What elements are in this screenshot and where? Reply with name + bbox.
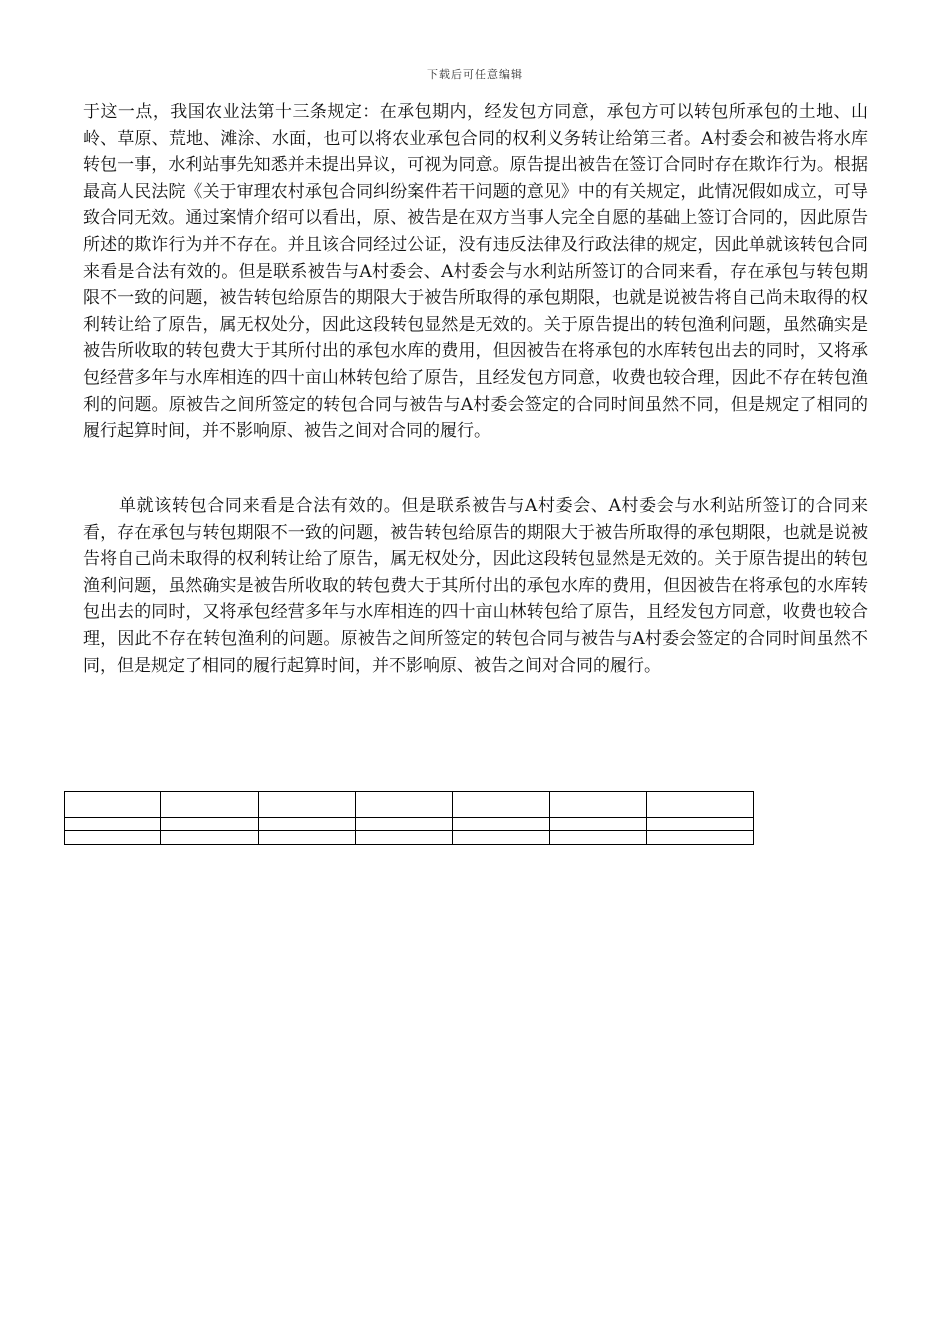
table-cell — [259, 818, 356, 831]
table-cell — [161, 792, 259, 818]
table-cell — [550, 818, 647, 831]
table-cell — [356, 818, 453, 831]
table-cell — [647, 831, 754, 845]
table-cell — [647, 818, 754, 831]
table-row — [65, 792, 754, 818]
table-cell — [356, 831, 453, 845]
body-paragraph-2: 单就该转包合同来看是合法有效的。但是联系被告与A村委会、A村委会与水利站所签订的合同来看，存在承包与转包期限不一致的问题，被告转包给原告的期限大于被告所取得的承包期限，也就是说被告将自己尚未取得的权利转让给了原告，属无权处分，因此这段转包显然是无效的。关于原告提出的转包渔利问题，虽然确实是被告所收取的转包费大于其所付出的承包水库的费用，但因被告在将承包的水库转包出去的同时，又将承包经营多年与水库相连的四十亩山林转包给了原告，且经发包方同意，收费也较合理，因此不存在转包渔利的问题。原被告之间所签定的转包合同与被告与A村委会签定的合同时间虽然不同，但是规定了相同的履行起算时间，并不影响原、被告之间对合同的履行。 — [83, 496, 868, 676]
table-cell — [161, 818, 259, 831]
table-cell — [65, 831, 161, 845]
empty-table — [64, 791, 754, 845]
table-cell — [259, 831, 356, 845]
body-paragraph-1: 于这一点，我国农业法第十三条规定：在承包期内，经发包方同意，承包方可以转包所承包的土地、山岭、草原、荒地、滩涂、水面，也可以将农业承包合同的权利义务转让给第三者。A村委会和被告将水库转包一事，水利站事先知悉并未提出异议，可视为同意。原告提出被告在签订合同时存在欺诈行为。根据最高人民法院《关于审理农村承包合同纠纷案件若干问题的意见》中的有关规定，此情况假如成立，可导致合同无效。通过案情介绍可以看出，原、被告是在双方当事人完全自愿的基础上签订合同的，因此原告所述的欺诈行为并不存在。并且该合同经过公证，没有违反法律及行政法律的规定，因此单就该转包合同来看是合法有效的。但是联系被告与A村委会、A村委会与水利站所签订的合同来看，存在承包与转包期限不一致的问题，被告转包给原告的期限大于被告所取得的承包期限，也就是说被告将自己尚未取得的权利转让给了原告，属无权处分，因此这段转包显然是无效的。关于原告提出的转包渔利问题，虽然确实是被告所收取的转包费大于其所付出的承包水库的费用，但因被告在将承包的水库转包出去的同时，又将承包经营多年与水库相连的四十亩山林转包给了原告，且经发包方同意，收费也较合理，因此不存在转包渔利的问题。原被告之间所签定的转包合同与被告与A村委会签定的合同时间虽然不同，但是规定了相同的履行起算时间，并不影响原、被告之间对合同的履行。 — [83, 102, 868, 442]
table-cell — [65, 792, 161, 818]
table-cell — [161, 831, 259, 845]
table-cell — [550, 831, 647, 845]
page-header: 下载后可任意编辑 — [427, 68, 523, 81]
table-cell — [453, 818, 550, 831]
table-cell — [65, 818, 161, 831]
table-cell — [356, 792, 453, 818]
table-row — [65, 831, 754, 845]
table-cell — [453, 792, 550, 818]
table-cell — [453, 831, 550, 845]
table-cell — [550, 792, 647, 818]
table-cell — [647, 792, 754, 818]
table-cell — [259, 792, 356, 818]
table-row — [65, 818, 754, 831]
